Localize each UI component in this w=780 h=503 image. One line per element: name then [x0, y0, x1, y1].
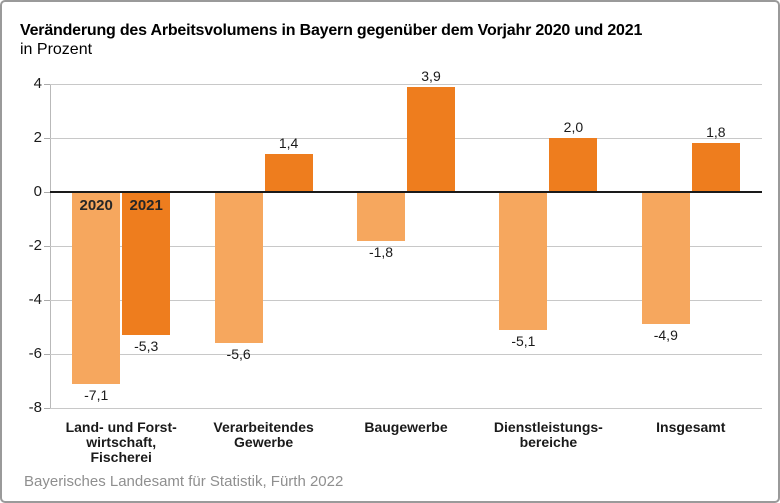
- y-axis-tick: [44, 138, 50, 139]
- gridline: [50, 408, 762, 409]
- y-axis-label: 2: [33, 129, 42, 146]
- category-label-line: Fischerei: [90, 449, 152, 465]
- category-label: [620, 420, 762, 435]
- bar-value-label: -5,3: [134, 338, 159, 355]
- bar-value-label: 1,8: [706, 124, 726, 141]
- bar-2020: [72, 192, 120, 384]
- bar-2021: [407, 87, 455, 192]
- bar-value-label: -5,6: [226, 346, 251, 363]
- title-block: [20, 21, 642, 59]
- category-label-line: Gewerbe: [234, 434, 294, 450]
- bar-value-label: -1,8: [368, 243, 394, 260]
- y-axis-tick: [44, 300, 50, 301]
- category-label-line: Dienstleistungs-: [493, 419, 603, 435]
- source-note: Bayerisches Landesamt für Statistik, Fürth 2022: [24, 473, 344, 490]
- category-label-line: Baugewerbe: [364, 419, 448, 435]
- bar-2020: [215, 192, 263, 343]
- bar-2020: [499, 192, 547, 330]
- plot-area: [28, 67, 762, 465]
- y-axis-tick: [44, 408, 50, 409]
- y-axis-tick: [44, 84, 50, 85]
- series-label-2020: 2020: [79, 197, 113, 214]
- y-axis-label: -6: [28, 345, 42, 362]
- category-label: [192, 420, 334, 450]
- y-axis-tick: [44, 246, 50, 247]
- y-axis-label: -2: [28, 237, 42, 254]
- gridline: [50, 138, 762, 139]
- y-axis-label: 0: [33, 183, 42, 200]
- zero-line: [50, 191, 762, 193]
- category-label: [50, 420, 192, 465]
- category-label-line: Verarbeitendes: [213, 419, 314, 435]
- y-axis-label: 4: [33, 75, 42, 92]
- category-label-line: Insgesamt: [656, 419, 726, 435]
- y-axis-tick: [44, 354, 50, 355]
- bar-value-label: 1,4: [278, 135, 299, 152]
- bar-2021: [692, 143, 740, 192]
- bar-2020: [357, 192, 405, 241]
- bar-value-label: -5,1: [511, 332, 536, 349]
- bar-value-label: -7,1: [84, 386, 109, 403]
- bar-2020: [642, 192, 690, 324]
- category-label: [335, 420, 477, 435]
- category-label-line: bereiche: [519, 434, 578, 450]
- series-label-2021: 2021: [129, 197, 163, 214]
- chart-title: Veränderung des Arbeitsvolumens in Bayern gegenüber dem Vorjahr 2020 und 2021: [20, 22, 643, 39]
- category-label-line: wirtschaft,: [86, 434, 157, 450]
- y-axis-label: -4: [28, 291, 42, 308]
- bar-2021: [265, 154, 313, 192]
- bar-2021: [549, 138, 597, 192]
- y-axis-label: -8: [28, 399, 42, 416]
- bar-value-label: -4,9: [653, 327, 678, 344]
- bar-value-label: 3,9: [421, 67, 441, 84]
- bar-value-label: 2,0: [563, 119, 584, 135]
- chart-subtitle: in Prozent: [20, 41, 93, 58]
- category-label: [477, 420, 619, 450]
- category-label-line: Land- und Forst-: [65, 419, 177, 435]
